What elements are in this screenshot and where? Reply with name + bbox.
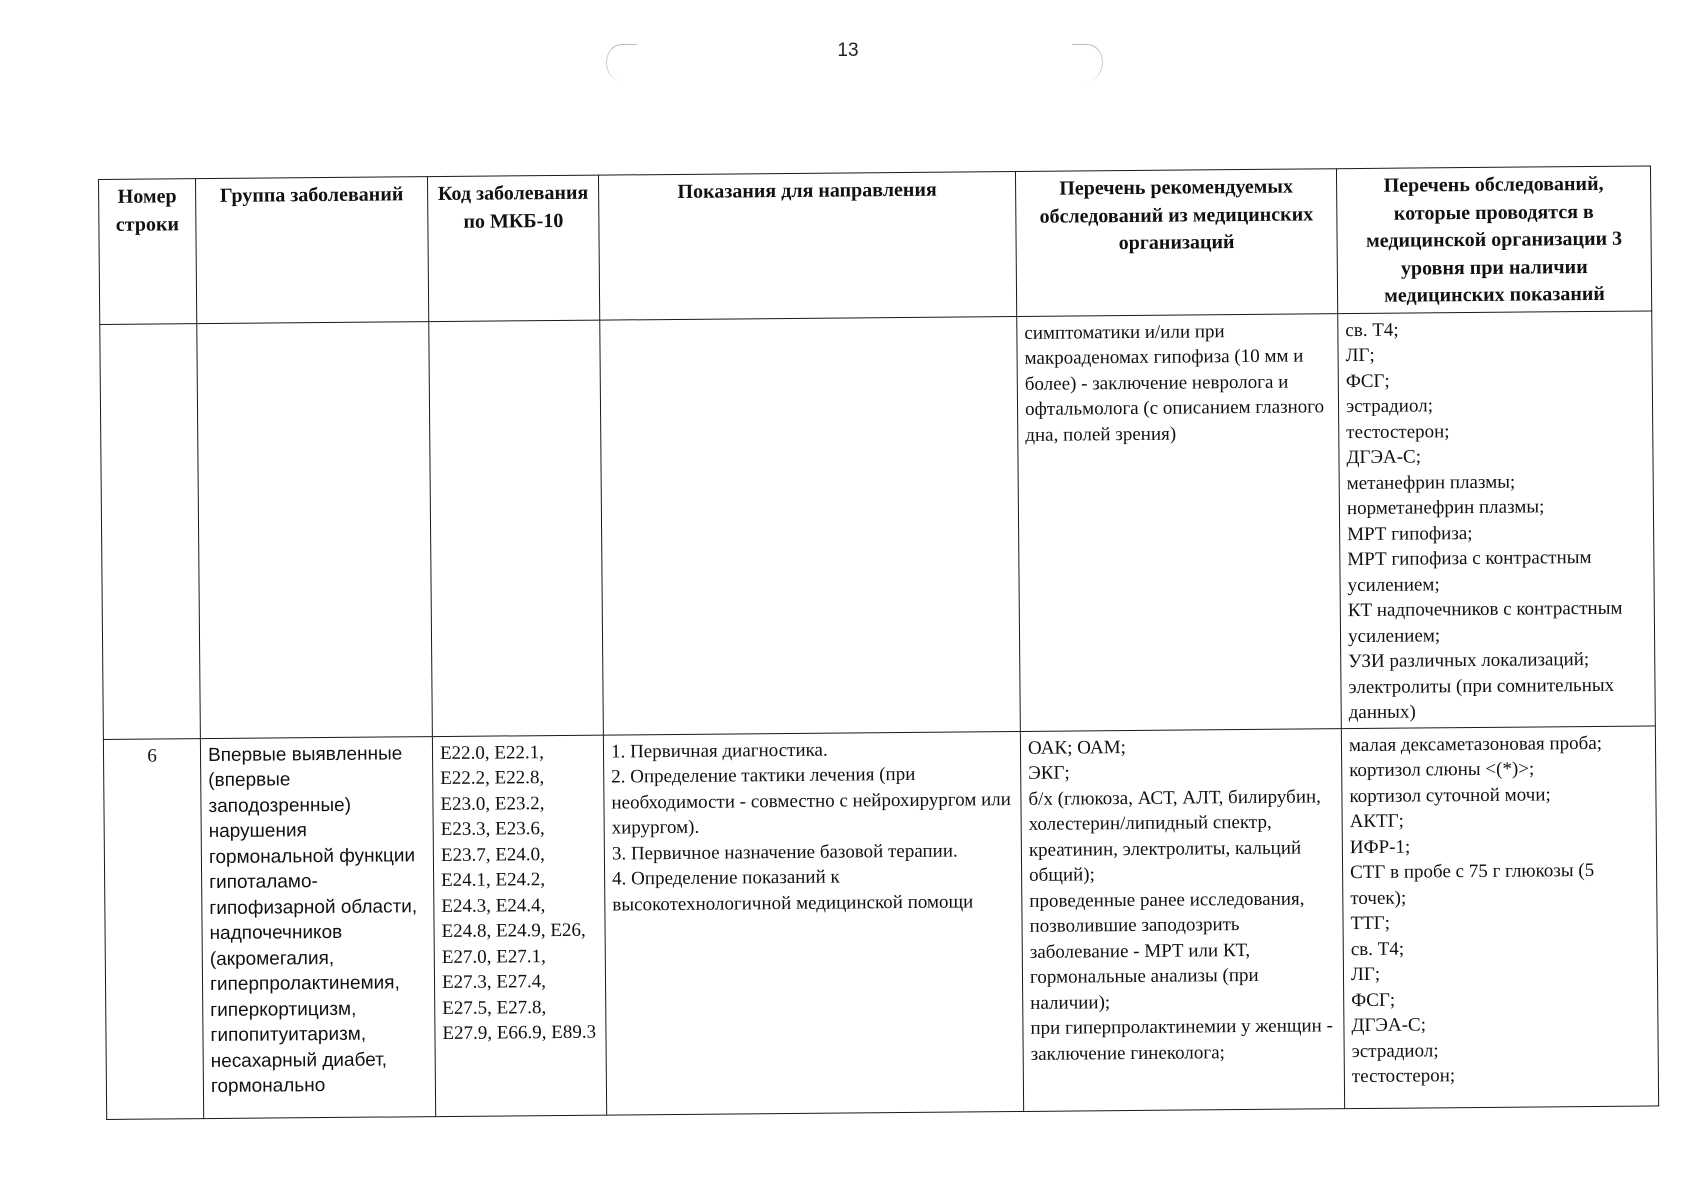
cell-recommended-exams: ОАК; ОАМ; ЭКГ; б/х (глюкоза, АСТ, АЛТ, билирубин, холестерин/липидный спектр, креатинин, электролиты, кальций общий); проведенные ранее исследования, позволившие заподозрить заболевание - МРТ или КТ, гормональные анализы (при наличии); при гиперпролактинемии у женщин - заключение гинеколога; [1020, 728, 1344, 1111]
medical-referral-table [98, 165, 1659, 1119]
header-icd-code: Код заболевания по МКБ-10 [427, 175, 599, 321]
cell-recommended-exams: симптоматики и/или при макроаденомах гипофиза (10 мм и более) - заключение невролога и офтальмолога (с описанием глазного дна, полей зрения) [1017, 313, 1342, 731]
header-disease-group: Группа заболеваний [196, 177, 429, 324]
header-row-number: Номер строки [99, 179, 197, 324]
cell-indications: 1. Первичная диагностика. 2. Определение тактики лечения (при необходимости - совместно с нейрохирургом или хирургом). 3. Первичное назначение базовой терапии. 4. Определение показаний к высокотехнологичной медицинской помощи [603, 731, 1023, 1115]
cell-icd-code: Е22.0, Е22.1, Е22.2, Е22.8, Е23.0, Е23.2, Е23.3, Е23.6, Е23.7, Е24.0, Е24.1, Е24.2, Е24.3, Е24.4, Е24.8, Е24.9, Е26, Е27.0, Е27.1, Е27.3, Е27.4, Е27.5, Е27.8, Е27.9, Е66.9, Е89.3 [432, 735, 606, 1116]
cell-level3-exams: св. Т4; ЛГ; ФСГ; эстрадиол; тестостерон; ДГЭА-С; метанефрин плазмы; норметанефрин плазмы; МРТ гипофиза; МРТ гипофиза с контрастным усилением; КТ надпочечников с контрастным усилением; УЗИ различных локализаций; электролиты (при сомнительных данных) [1338, 310, 1656, 728]
table-row [103, 725, 1658, 1119]
cell-disease-group [197, 321, 433, 738]
cell-disease-group: Впервые выявленные (впервые заподозренные) нарушения гормональной функции гипоталамо-гипофизарной области, надпочечников (акромегалия, гиперпролактинемия, гиперкортицизм, гипопитуитаризм, несахарный диабет, гормонально [200, 736, 435, 1118]
cell-indications [600, 316, 1021, 735]
table-row [100, 310, 1656, 739]
scan-artifact-right [1072, 44, 1103, 81]
header-indications: Показания для направления [598, 171, 1016, 319]
cell-icd-code [429, 320, 604, 736]
header-recommended-exams: Перечень рекомендуемых обследований из медицинских организаций [1015, 169, 1337, 316]
cell-row-number: 6 [103, 738, 203, 1119]
page-number: 13 [837, 40, 859, 61]
table-header-row [99, 166, 1652, 324]
header-level3-exams: Перечень обследований, которые проводятся в медицинской организации 3 уровня при наличии медицинских показаний [1336, 166, 1651, 313]
cell-level3-exams: малая дексаметазоновая проба; кортизол слюны <(*)>; кортизол суточной мочи; АКТГ; ИФР-1; СТГ в пробе с 75 г глюкозы (5 точек); ТТГ; св. Т4; ЛГ; ФСГ; ДГЭА-С; эстрадиол; тестостерон; [1341, 725, 1658, 1108]
cell-row-number [100, 323, 201, 739]
